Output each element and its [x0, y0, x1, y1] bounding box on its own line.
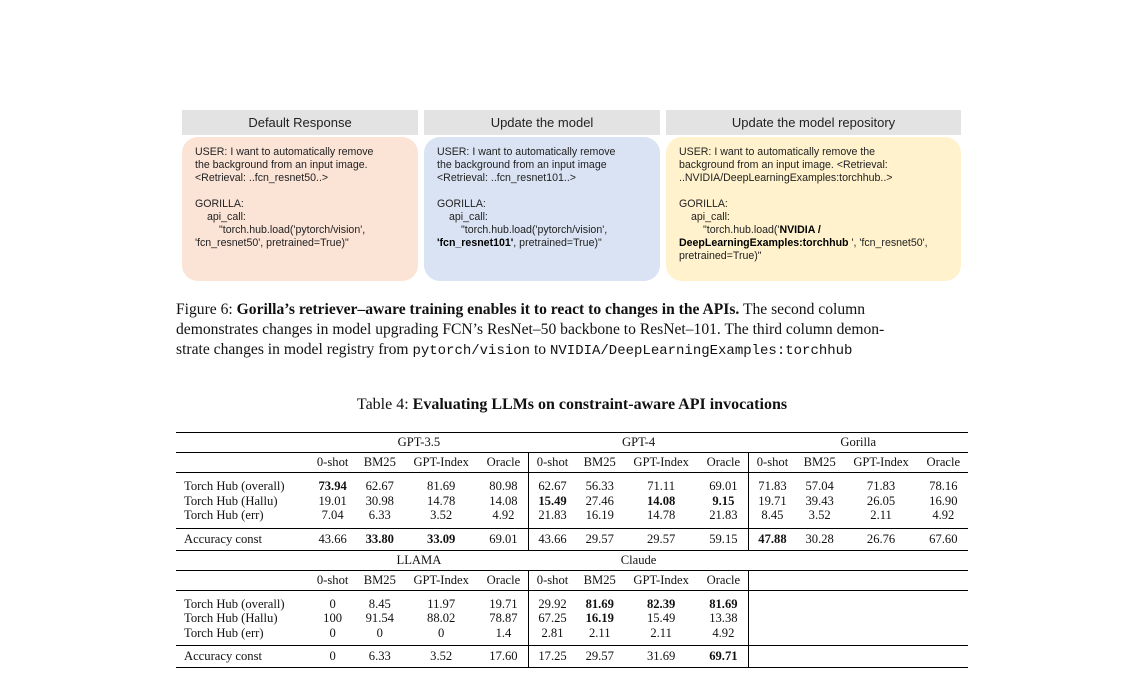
panel-line — [679, 224, 948, 237]
panel-text: "torch.hub.load(' — [703, 224, 780, 237]
table-value: 67.25 — [538, 611, 567, 625]
panel-highlight: DeepLearningExamples:torchhub — [679, 237, 849, 250]
table-value: 14.08 — [479, 494, 529, 509]
caption-line3: strate changes in model registry from — [176, 341, 413, 358]
table-value: 17.25 — [529, 646, 576, 668]
table-column-name: GPT-Index — [404, 570, 479, 590]
table-value: 4.92 — [699, 626, 749, 646]
table-value: 15.49 — [646, 611, 676, 625]
table-value: 15.49 — [538, 493, 567, 508]
table-value: 6.33 — [356, 646, 404, 668]
panel-line: ..NVIDIA/DeepLearningExamples:torchhub..> — [679, 172, 893, 185]
table-row-label: Torch Hub (overall) — [176, 590, 309, 611]
table-value: 33.09 — [404, 528, 479, 550]
table-column-name: BM25 — [356, 453, 404, 473]
panel-line: USER: I want to automatically remove — [195, 146, 374, 158]
table-value: 69.01 — [699, 473, 749, 494]
panel-line: the background from an input image — [437, 159, 607, 172]
table-value: 39.43 — [805, 493, 834, 508]
table-column-name: Oracle — [919, 453, 968, 473]
table-value: 4.92 — [479, 508, 529, 528]
table-value: 14.08 — [646, 493, 676, 508]
panel-line: <Retrieval: ..fcn_resnet101..> — [437, 172, 576, 185]
panel-line: USER: I want to automatically remove — [437, 146, 616, 158]
panel-line: api_call: — [207, 210, 246, 223]
panel-update-repository — [666, 110, 961, 281]
table-value: 16.19 — [585, 508, 614, 522]
panel-header: Update the model repository — [666, 110, 961, 135]
table-cell-empty — [749, 626, 796, 646]
panel-gap — [437, 186, 647, 198]
panel-gap — [679, 186, 948, 198]
panel-body — [424, 137, 660, 281]
table-value: 69.71 — [699, 646, 749, 668]
panel-line: the background from an input image. — [195, 159, 368, 172]
table-group-name: Gorilla — [749, 433, 968, 453]
table-value: 8.45 — [356, 590, 404, 611]
table-value: 0 — [329, 625, 336, 640]
table-row — [176, 508, 968, 528]
panel-line: api_call: — [449, 210, 488, 223]
table-value: 4.92 — [932, 508, 955, 522]
table-cell-empty — [749, 570, 796, 590]
table-value: 47.88 — [749, 528, 796, 550]
panel-highlight: NVIDIA / — [779, 224, 821, 237]
table-value: 26.76 — [843, 528, 918, 550]
caption-line2: demonstrates changes in model upgrading FCN’s ResNet–50 backbone to ResNet–101. The third column demon- — [176, 321, 885, 338]
table-column-name: Oracle — [699, 453, 749, 473]
table-value: 8.45 — [761, 508, 784, 522]
table-group-name: Claude — [529, 550, 749, 570]
table-value: 27.46 — [585, 493, 614, 508]
table-value: 62.67 — [356, 473, 404, 494]
table-value: 80.98 — [479, 473, 529, 494]
table-title-text: Evaluating LLMs on constraint-aware API invocations — [412, 396, 788, 413]
panel-header: Default Response — [182, 110, 418, 135]
table-value: 2.81 — [541, 625, 564, 640]
table-cell-empty — [919, 646, 968, 668]
table-cell-empty — [176, 433, 309, 453]
table-row — [176, 611, 968, 626]
panel-line: 'fcn_resnet50', pretrained=True)" — [195, 237, 349, 250]
table-label: Table 4: — [356, 396, 409, 413]
table-value: 3.52 — [430, 508, 453, 522]
table-group-header — [176, 550, 968, 570]
table-cell-empty — [843, 626, 918, 646]
panel-body — [182, 137, 418, 281]
table-row — [176, 528, 968, 550]
table-column-header — [176, 453, 968, 473]
table-value: 21.83 — [538, 508, 567, 522]
table-value: 29.57 — [624, 528, 699, 550]
panel-gap — [195, 186, 405, 198]
table-value: 29.57 — [576, 528, 624, 550]
table-value: 100 — [323, 611, 343, 625]
table-cell-empty — [176, 453, 309, 473]
table-column-name: Oracle — [479, 570, 529, 590]
table-value: 56.33 — [576, 473, 624, 494]
table-row-label: Torch Hub (err) — [184, 625, 264, 640]
caption-bold: Gorilla’s retriever–aware training enables it to react to changes in the APIs. — [236, 301, 740, 318]
panel-line: background from an input image. <Retrieval: — [679, 159, 888, 172]
table-value: 31.69 — [624, 646, 699, 668]
table-value: 33.80 — [356, 528, 404, 550]
table-value: 30.98 — [365, 493, 394, 508]
table-value: 71.83 — [843, 473, 918, 494]
table-column-name: BM25 — [796, 453, 844, 473]
table-cell-empty — [843, 646, 918, 668]
panel-line: "torch.hub.load('pytorch/vision', — [219, 224, 366, 237]
table-row-label: Torch Hub (err) — [184, 508, 264, 522]
table-value: 3.52 — [404, 646, 479, 668]
panel-line: GORILLA: — [437, 197, 486, 210]
table-row-label: Torch Hub (Hallu) — [184, 493, 278, 508]
table-column-name: 0-shot — [309, 570, 356, 590]
table-value: 78.87 — [479, 611, 529, 626]
table-value: 43.66 — [529, 528, 576, 550]
table-cell-empty — [796, 570, 844, 590]
table-row-label: Accuracy const — [176, 646, 309, 668]
panel-line: <Retrieval: ..fcn_resnet50..> — [195, 172, 329, 185]
caption-label: Figure 6: — [176, 301, 233, 318]
figure-caption — [176, 300, 976, 361]
table-value: 29.92 — [529, 590, 576, 611]
table-column-name: GPT-Index — [404, 453, 479, 473]
table-value: 91.54 — [365, 611, 394, 625]
table-cell-empty — [843, 590, 918, 611]
table-value: 78.16 — [919, 473, 968, 494]
table-value: 6.33 — [368, 508, 391, 522]
table-cell-empty — [749, 646, 796, 668]
table-value: 43.66 — [309, 528, 356, 550]
table-value: 17.60 — [479, 646, 529, 668]
table-value: 82.39 — [624, 590, 699, 611]
table-value: 2.11 — [870, 508, 892, 522]
table-value: 69.01 — [479, 528, 529, 550]
panel-text: , pretrained=True)" — [513, 237, 602, 250]
table-cell-empty — [796, 611, 844, 626]
caption-line3b: to — [530, 341, 550, 358]
table-column-name: 0-shot — [309, 453, 356, 473]
table-value: 71.83 — [749, 473, 796, 494]
caption-code: NVIDIA/DeepLearningExamples:torchhub — [550, 343, 853, 359]
table-value: 0 — [309, 590, 356, 611]
table-value: 0 — [309, 646, 356, 668]
table-value: 26.05 — [866, 493, 896, 508]
table-row — [176, 626, 968, 646]
table-title — [176, 396, 968, 414]
table-value: 29.57 — [576, 646, 624, 668]
table-value: 0 — [438, 625, 445, 640]
table-row-label: Torch Hub (overall) — [176, 473, 309, 494]
caption-code: pytorch/vision — [412, 343, 531, 359]
table-cell-empty — [796, 590, 844, 611]
panel-update-model — [424, 110, 660, 281]
table-cell-empty — [749, 550, 968, 570]
table-value: 16.19 — [585, 611, 614, 625]
panel-line: "torch.hub.load('pytorch/vision', — [461, 224, 608, 237]
table-cell-empty — [749, 590, 796, 611]
table-column-name: 0-shot — [529, 570, 576, 590]
table-column-name: BM25 — [356, 570, 404, 590]
table-value: 81.69 — [404, 473, 479, 494]
table-value: 1.4 — [479, 626, 529, 646]
table-value: 19.01 — [318, 493, 347, 508]
table-row — [176, 494, 968, 509]
panel-line: GORILLA: — [195, 197, 244, 210]
table-cell-empty — [843, 611, 918, 626]
table-value: 67.60 — [919, 528, 968, 550]
caption-text: The second column — [739, 301, 866, 318]
table-cell-empty — [843, 570, 918, 590]
table-cell-empty — [176, 570, 309, 590]
panel-highlight: 'fcn_resnet101' — [437, 237, 514, 250]
panel-line — [437, 237, 647, 250]
table-value: 81.69 — [576, 590, 624, 611]
table-value: 2.11 — [650, 625, 672, 640]
table-column-name: Oracle — [699, 570, 749, 590]
table-row-label: Torch Hub (Hallu) — [184, 611, 278, 625]
table-column-name: BM25 — [576, 453, 624, 473]
table-row — [176, 646, 968, 668]
table-column-name: GPT-Index — [624, 453, 699, 473]
table-column-header — [176, 570, 968, 590]
table-value: 73.94 — [309, 473, 356, 494]
table-cell-empty — [919, 590, 968, 611]
table-value: 3.52 — [808, 508, 831, 522]
table-column-name: GPT-Index — [843, 453, 918, 473]
table-value: 19.71 — [758, 493, 787, 508]
results-table — [176, 432, 968, 668]
table-group-name: GPT-3.5 — [309, 433, 528, 453]
table-cell-empty — [749, 611, 796, 626]
panel-line — [679, 237, 948, 250]
table-value: 14.78 — [427, 493, 456, 508]
panel-line: api_call: — [691, 210, 730, 223]
table-cell-empty — [919, 570, 968, 590]
table-value: 13.38 — [699, 611, 749, 626]
table-group-header — [176, 433, 968, 453]
table-cell-empty — [796, 626, 844, 646]
table-value: 57.04 — [796, 473, 844, 494]
table-group-name: LLAMA — [309, 550, 528, 570]
table-value: 7.04 — [321, 508, 344, 522]
panel-header: Update the model — [424, 110, 660, 135]
table-value: 71.11 — [624, 473, 699, 494]
table-value: 88.02 — [427, 611, 456, 625]
panel-default-response — [182, 110, 418, 281]
table-column-name: 0-shot — [529, 453, 576, 473]
table-value: 11.97 — [404, 590, 479, 611]
table-column-name: 0-shot — [749, 453, 796, 473]
table-value: 9.15 — [699, 494, 749, 509]
table-value: 30.28 — [796, 528, 844, 550]
table-cell-empty — [919, 626, 968, 646]
table-value: 62.67 — [529, 473, 576, 494]
panel-line: pretrained=True)" — [679, 250, 762, 263]
table-column-name: Oracle — [479, 453, 529, 473]
panel-line: USER: I want to automatically remove the — [679, 146, 876, 158]
table-group-name: GPT-4 — [529, 433, 749, 453]
table-row — [176, 473, 968, 494]
table-value: 14.78 — [646, 508, 676, 522]
table-value: 19.71 — [479, 590, 529, 611]
table-value: 16.90 — [929, 493, 958, 508]
table-row-label: Accuracy const — [176, 528, 309, 550]
panel-line: GORILLA: — [679, 197, 728, 210]
table-value: 2.11 — [588, 625, 611, 640]
panel-text: ', 'fcn_resnet50', — [848, 237, 928, 250]
table-value: 21.83 — [699, 508, 749, 528]
table-row — [176, 590, 968, 611]
table-value: 59.15 — [699, 528, 749, 550]
panel-body — [666, 137, 961, 281]
table-cell-empty — [796, 646, 844, 668]
table-value: 0 — [376, 625, 383, 640]
table-column-name: BM25 — [576, 570, 624, 590]
table-cell-empty — [176, 550, 309, 570]
table-value: 81.69 — [699, 590, 749, 611]
table-cell-empty — [919, 611, 968, 626]
table-column-name: GPT-Index — [624, 570, 699, 590]
